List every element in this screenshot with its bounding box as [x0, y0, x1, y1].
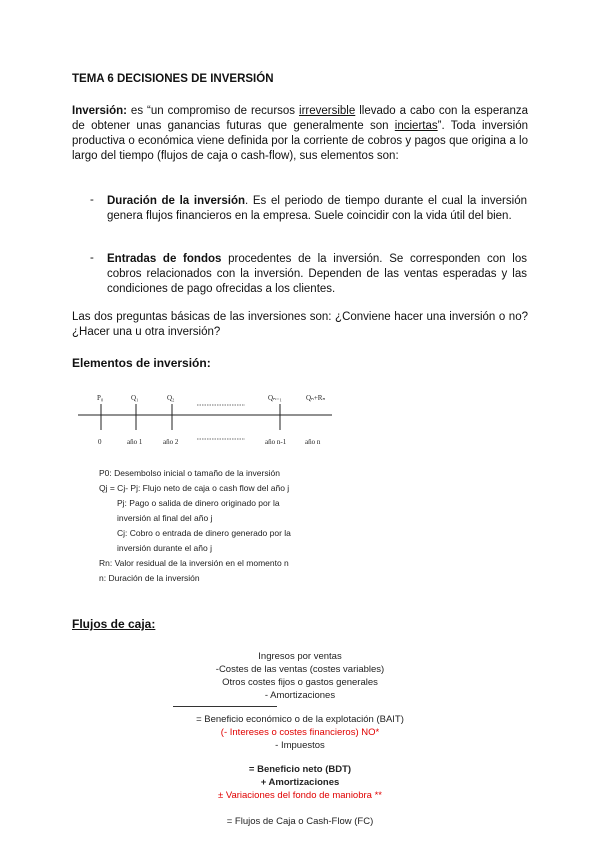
legend-line: inversión al final del año j: [117, 513, 213, 523]
intro-paragraph: [72, 104, 528, 164]
bullet-text: . Es el periodo de tiempo durante el cual la inversión genera flujos financieros en la empresa. Suele coincidir con la vida útil del bien.: [107, 195, 527, 222]
flow-line: -Costes de las ventas (costes variables): [215, 664, 385, 675]
timeline-label-bottom: 0: [98, 438, 102, 446]
legend-line: P0: Desembolso inicial o tamaño de la inversión: [99, 468, 280, 478]
timeline-label-top: Q₂: [167, 394, 175, 402]
timeline-label-top: Qₙ₋₁: [268, 394, 282, 402]
flow-line-bold: = Beneficio neto (BDT): [248, 764, 352, 775]
page-title: TEMA 6 DECISIONES DE INVERSIÓN: [72, 73, 274, 85]
intro-text-1: es “un compromiso de recursos: [126, 105, 300, 117]
flow-line: Ingresos por ventas: [258, 651, 342, 662]
flow-line-bold: + Amortizaciones: [260, 777, 340, 788]
flow-line-red: (- Intereses o costes financieros) NO*: [220, 727, 380, 738]
flow-line: Otros costes fijos o gastos generales: [222, 677, 378, 688]
irreversible-term: irreversible: [299, 105, 356, 117]
timeline-label-bottom: año 2: [163, 438, 179, 446]
flow-line: - Amortizaciones: [264, 690, 336, 701]
bullet-entradas: [107, 252, 527, 297]
timeline-label-bottom: año 1: [127, 438, 143, 446]
flow-line: - Impuestos: [275, 740, 325, 751]
timeline-label-top: P₀: [97, 394, 104, 402]
bullet-duracion: [107, 194, 527, 224]
bullet-term: Entradas de fondos: [107, 253, 222, 265]
timeline-diagram: [70, 388, 340, 448]
legend-line: inversión durante el año j: [117, 543, 212, 553]
bullet-term: Duración de la inversión: [107, 195, 245, 207]
inciertas-term: inciertas: [394, 120, 438, 132]
bullet-dash-1: -: [90, 194, 94, 206]
sum-rule: [173, 706, 277, 707]
flows-heading-text: Flujos de caja:: [72, 617, 156, 631]
flow-line: = Flujos de Caja o Cash-Flow (FC): [226, 816, 374, 827]
legend-line: Cj: Cobro o entrada de dinero generado por la: [117, 528, 291, 538]
elements-heading: Elementos de inversión:: [72, 356, 211, 370]
legend-line: Pj: Pago o salida de dinero originado por la: [117, 498, 280, 508]
flow-line-red: ± Variaciones del fondo de maniobra **: [217, 790, 382, 801]
timeline-label-bottom: año n: [305, 438, 321, 446]
timeline-label-top: Q₁: [131, 394, 139, 402]
bullet-dash-2: -: [90, 252, 94, 264]
timeline-label-bottom: año n-1: [265, 438, 287, 446]
timeline-label-top: Qₙ+Rₙ: [306, 394, 326, 402]
bullet-text: procedentes de la inversión. Se corresponden con los cobros relacionados con la inversión. Dependen de las ventas esperadas y las condiciones de pago ofrecidas a los clientes.: [107, 253, 527, 295]
legend-line: n: Duración de la inversión: [99, 573, 200, 583]
intro-term: Inversión:: [72, 105, 127, 117]
intro-text-3: ”. Toda inversión productiva o económica viene definida por la corriente de cobros y pagos que origina a lo largo del tiempo (flujos de caja o cash-flow), sus elementos son:: [72, 120, 529, 162]
flows-heading: [72, 617, 155, 631]
legend-line: Rn: Valor residual de la inversión en el momento n: [99, 558, 289, 568]
questions-paragraph: Las dos preguntas básicas de las inversiones son: ¿Conviene hacer una inversión o no? ¿Hacer una u otra inversión?: [72, 311, 528, 338]
legend-line: Qj = Cj- Pj: Flujo neto de caja o cash flow del año j: [99, 483, 290, 493]
flow-line: = Beneficio económico o de la explotación (BAIT): [196, 714, 404, 725]
intro-text-2: llevado a cabo con la esperanza de obtener unas ganancias futuras que generalmente son: [72, 105, 528, 132]
